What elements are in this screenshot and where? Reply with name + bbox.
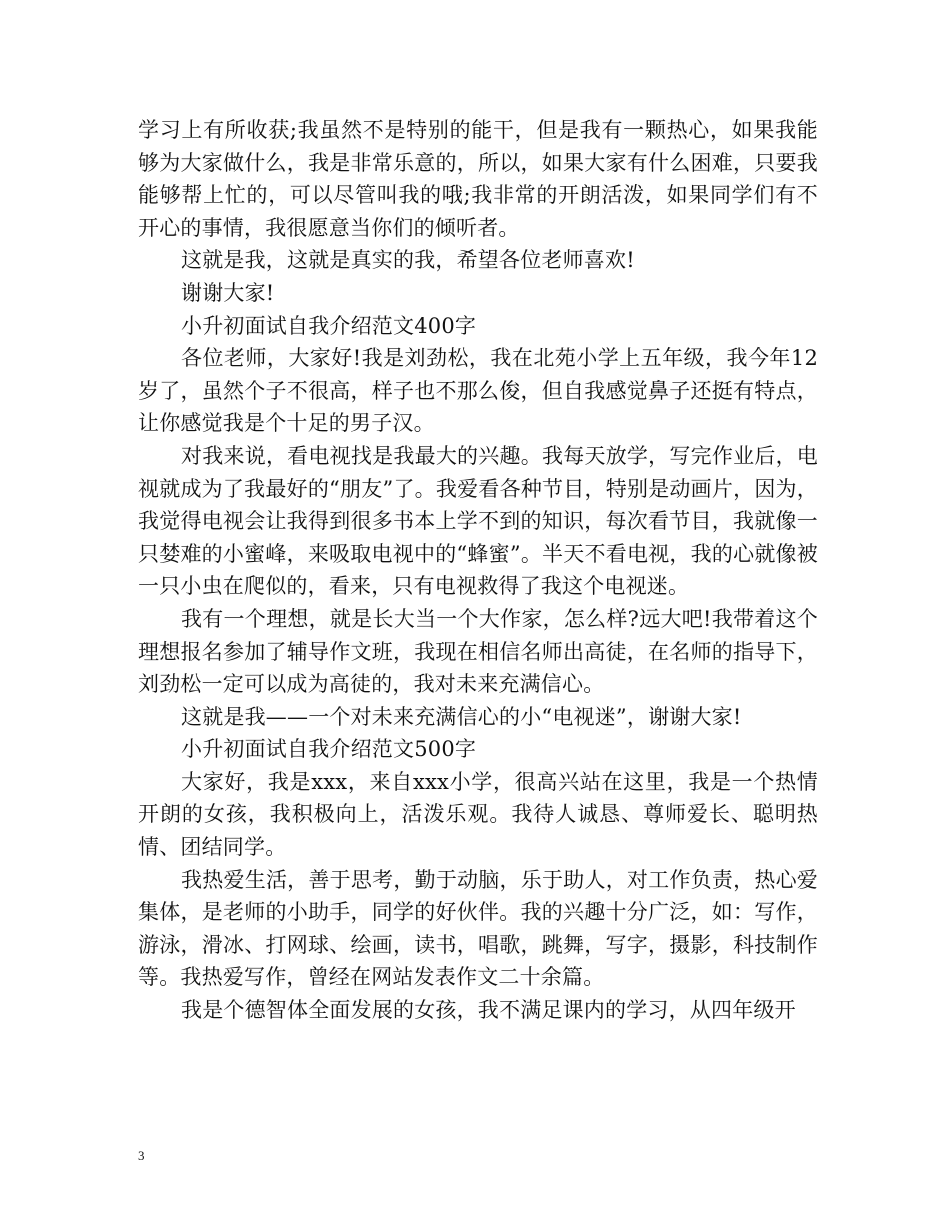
paragraph: 我有一个理想，就是长大当一个大作家，怎么样?远大吧!我带着这个理想报名参加了辅导作文班，我现在相信名师出高徒，在名师的指导下，刘劲松一定可以成为高徒的，我对未来充满信心。: [138, 606, 818, 697]
section-heading: 小升初面试自我介绍范文500字: [181, 737, 477, 762]
paragraph: 我是个德智体全面发展的女孩，我不满足课内的学习，从四年级开: [181, 998, 796, 1023]
paragraph: 这就是我——一个对未来充满信心的小“电视迷”，谢谢大家!: [181, 704, 742, 729]
document-body: [138, 114, 818, 1027]
section-heading: 小升初面试自我介绍范文400字: [181, 313, 477, 338]
paragraph: 谢谢大家!: [181, 280, 275, 305]
paragraph: 各位老师，大家好!我是刘劲松，我在北苑小学上五年级，我今年12岁了，虽然个子不很高，样子也不那么俊，但自我感觉鼻子还挺有特点，让你感觉我是个十足的男子汉。: [138, 346, 818, 436]
page-number: 3: [138, 1148, 145, 1163]
paragraph: 我热爱生活，善于思考，勤于动脑，乐于助人，对工作负责，热心爱集体，是老师的小助手，同学的好伙伴。我的兴趣十分广泛，如：写作，游泳，滑冰、打网球、绘画，读书，唱歌，跳舞，写字，摄影，科技制作等。我热爱写作，曾经在网站发表作文二十余篇。: [138, 867, 818, 990]
paragraph: 大家好，我是xxx，来自xxx小学，很高兴站在这里，我是一个热情开朗的女孩，我积极向上，活泼乐观。我待人诚恳、尊师爱长、聪明热情、团结同学。: [138, 769, 818, 860]
paragraph: 对我来说，看电视找是我最大的兴趣。我每天放学，写完作业后，电视就成为了我最好的“朋友”了。我爱看各种节目，特别是动画片，因为，我觉得电视会让我得到很多书本上学不到的知识，每次看节目，我就像一只婪难的小蜜峰，来吸取电视中的“蜂蜜”。半天不看电视，我的心就像被一只小虫在爬似的，看来，只有电视救得了我这个电视迷。: [138, 443, 818, 599]
paragraph: 学习上有所收获;我虽然不是特别的能干，但是我有一颗热心，如果我能够为大家做什么，我是非常乐意的，所以，如果大家有什么困难，只要我能够帮上忙的，可以尽管叫我的哦;我非常的开朗活泼，如果同学们有不开心的事情，我很愿意当你们的倾听者。: [138, 118, 818, 240]
paragraph: 这就是我，这就是真实的我，希望各位老师喜欢!: [181, 248, 635, 273]
